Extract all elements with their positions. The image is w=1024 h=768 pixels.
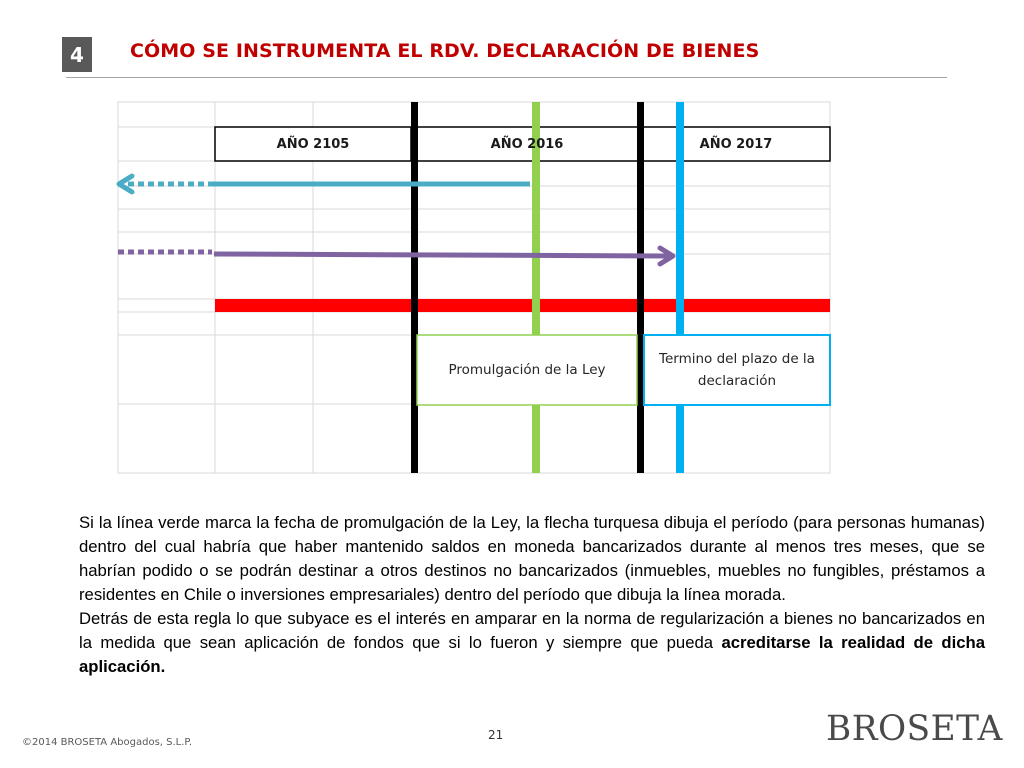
footer-copyright: ©2014 BROSETA Abogados, S.L.P. bbox=[22, 737, 193, 748]
page-number: 21 bbox=[488, 728, 504, 742]
purple-arrow-solid bbox=[214, 254, 668, 256]
body-paragraph-2-bold: acreditarse la realidad de dicha aplicación. bbox=[79, 633, 985, 676]
teal-arrow bbox=[119, 176, 530, 192]
broseta-logo: BROSETA bbox=[826, 709, 1003, 749]
body-paragraph-2 bbox=[79, 607, 985, 679]
section-number-badge: 4 bbox=[62, 37, 92, 72]
purple-arrow bbox=[118, 248, 673, 264]
year-label-2017: AÑO 2017 bbox=[699, 136, 773, 152]
deadline-label: Termino del plazo de la declaración bbox=[646, 337, 828, 403]
body-paragraph-1: Si la línea verde marca la fecha de promulgación de la Ley, la flecha turquesa dibuja el período (para personas humanas) dentro del cual habría que haber mantenido saldos en moneda bancarizados durante al menos tres meses, que se habrían podido o se podrán destinar a otros destinos no bancarizados (inmuebles, muebles no fungibles, préstamos a residentes en Chile o inversiones empresariales) dentro del período que dibuja la línea morada. bbox=[79, 513, 985, 604]
body-paragraph-2-regular: Detrás de esta regla lo que subyace es el interés en amparar en la norma de regularización a bienes no bancarizados en la medida que sean aplicación de fondos que si lo fueron y siempre que pueda bbox=[79, 609, 985, 652]
year-label-2105: AÑO 2105 bbox=[276, 136, 350, 152]
year-label-2016: AÑO 2016 bbox=[490, 136, 564, 152]
body-text bbox=[79, 511, 985, 679]
red-period-bar bbox=[215, 299, 830, 312]
page-title: CÓMO SE INSTRUMENTA EL RDV. DECLARACIÓN DE BIENES bbox=[130, 40, 760, 62]
promulgation-label: Promulgación de la Ley bbox=[418, 336, 636, 404]
